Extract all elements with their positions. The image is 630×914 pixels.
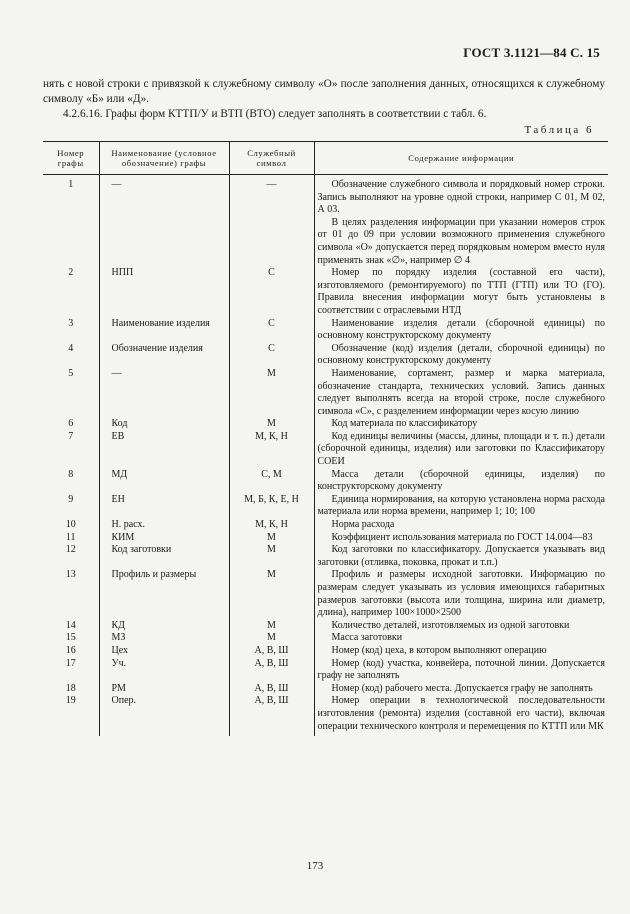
row-name: Цех (99, 645, 229, 658)
row-info (314, 645, 608, 658)
row-info (314, 418, 608, 431)
row-name: РМ (99, 683, 229, 696)
row-info-paragraph: Наименование, сортамент, размер и марка материала, обозначение стандарта, технических условий. Запись данных следует выполнять всегда на второй строке, после служебного символа «С», с разделением информации через косую линию (317, 367, 605, 417)
row-number: 19 (65, 695, 76, 707)
row-info (314, 620, 608, 633)
row-symbol: М (229, 632, 314, 645)
row-name: Код (99, 418, 229, 431)
row-number: 12 (65, 544, 76, 556)
row-info-paragraph: Наименование изделия детали (сборочной единицы) по основному конструкторскому документу (317, 317, 605, 342)
row-info-paragraph: Номер (код) цеха, в котором выполняют операцию (331, 644, 547, 656)
row-info (314, 267, 608, 317)
row-info-paragraph: Обозначение (код) изделия (детали, сборочной единицы) по основному конструкторскому документу (317, 342, 605, 367)
row-name: Уч. (99, 658, 229, 683)
row-symbol: С (229, 343, 314, 368)
row-symbol: С, М (229, 469, 314, 494)
row-info (314, 632, 608, 645)
table-row (43, 318, 608, 343)
column-header-symbol: Служебный символ (229, 142, 314, 175)
table-row (43, 658, 608, 683)
row-info (314, 544, 608, 569)
table-row (43, 620, 608, 633)
row-info (314, 683, 608, 696)
row-number: 9 (68, 493, 74, 505)
row-number: 18 (65, 682, 76, 694)
row-info-paragraph: Номер (код) рабочего места. Допускается графу не заполнять (331, 682, 593, 694)
table-row (43, 469, 608, 494)
column-header-name: Наименование (условное обозначение) графы (99, 142, 229, 175)
row-name: КД (99, 620, 229, 633)
row-symbol: А, В, Ш (229, 645, 314, 658)
row-symbol: М (229, 368, 314, 418)
table-row (43, 645, 608, 658)
row-number: 15 (65, 632, 76, 644)
row-info-paragraph: Норма расхода (331, 519, 395, 531)
table-row (43, 368, 608, 418)
info-table (43, 141, 608, 736)
row-info-paragraph: Код единицы величины (массы, длины, площади и т. п.) детали (сборочной единицы, изделия) или заготовки по Классификатору СОЕИ (317, 430, 605, 468)
row-number: 6 (68, 418, 74, 430)
intro-text (43, 77, 605, 122)
row-name: НПП (99, 267, 229, 317)
row-name: — (99, 175, 229, 268)
table-header-row (43, 142, 608, 175)
table-row (43, 519, 608, 532)
table-row (43, 544, 608, 569)
row-info-paragraph: Код заготовки по классификатору. Допускается указывать вид заготовки (отливка, поковка, прокат и т.п.) (317, 544, 605, 568)
row-info (314, 569, 608, 619)
row-symbol: М (229, 620, 314, 633)
table-caption: Таблица 6 (524, 124, 594, 136)
row-number: 5 (68, 367, 74, 379)
row-name: МД (99, 469, 229, 494)
row-info (314, 175, 608, 268)
row-symbol: М (229, 544, 314, 569)
intro-paragraph-1: нять с новой строки с привязкой к служебному символу «О» после заполнения данных, относящихся к служебному символу «Б» или «Д». (43, 78, 605, 105)
table-row (43, 431, 608, 469)
row-symbol: М (229, 532, 314, 545)
row-name: — (99, 368, 229, 418)
row-info (314, 318, 608, 343)
row-info-paragraph: Обозначение служебного символа и порядковый номер строки. Запись выполняют на уровне одной строки, например С 01, М 02, А 03. (317, 179, 605, 216)
row-number: 17 (65, 657, 76, 669)
row-symbol: А, В, Ш (229, 695, 314, 736)
table-row (43, 532, 608, 545)
table-row (43, 494, 608, 519)
intro-paragraph-2: 4.2.6.16. Графы форм КТТП/У и ВТП (ВТО) следует заполнять в соответствии с табл. 6. (63, 108, 487, 120)
page-number: 173 (306, 860, 324, 872)
row-name: Обозначение изделия (99, 343, 229, 368)
row-info-paragraph: Единица нормирования, на которую установлена норма расхода материала или норма времени, например 1; 10; 100 (317, 493, 605, 518)
row-info (314, 431, 608, 469)
row-symbol: А, В, Ш (229, 658, 314, 683)
row-symbol: С (229, 267, 314, 317)
row-info-paragraph: Номер операции в технологической последовательности изготовления (ремонта) изделия (составной его части), включая операции технического контроля и перемещения по КТТП или МК (317, 695, 605, 732)
row-info-paragraph: Коэффициент использования материала по ГОСТ 14.004—83 (331, 531, 593, 543)
row-info (314, 532, 608, 545)
row-info (314, 343, 608, 368)
table-row (43, 418, 608, 431)
row-info-paragraph: В целях разделения информации при указании номеров строк от 01 до 09 при условии возможного применения служебного символа «О» допускается перед порядковым номером вместо нуля применять знак «∅», например ∅ 4 (317, 216, 605, 266)
row-info (314, 469, 608, 494)
column-header-info: Содержание информации (314, 142, 608, 175)
row-symbol: М, Б, К, Е, Н (229, 494, 314, 519)
row-symbol: А, В, Ш (229, 683, 314, 696)
table-row (43, 343, 608, 368)
row-info-paragraph: Масса детали (сборочной единицы, изделия) по конструкторскому документу (317, 468, 605, 493)
row-number: 8 (68, 468, 74, 480)
table-body (43, 175, 608, 737)
row-number: 4 (68, 342, 74, 354)
row-info-paragraph: Профиль и размеры исходной заготовки. Информацию по размерам следует указывать из условия имеющихся габаритных размеров заготовки (высота или толщина, ширина или диаметр, длина), например 100×1000×2500 (317, 569, 605, 619)
row-name: КИМ (99, 532, 229, 545)
row-symbol: — (229, 175, 314, 268)
row-name: МЗ (99, 632, 229, 645)
column-header-number: Номер графы (43, 142, 99, 175)
row-name: Наименование изделия (99, 318, 229, 343)
row-info (314, 368, 608, 418)
row-info (314, 494, 608, 519)
row-number: 7 (68, 430, 74, 442)
table-row (43, 267, 608, 317)
row-info (314, 695, 608, 736)
row-number: 10 (65, 519, 76, 531)
row-name: Опер. (99, 695, 229, 736)
row-number: 3 (68, 317, 74, 329)
row-info-paragraph: Количество деталей, изготовляемых из одной заготовки (331, 619, 570, 631)
table-row (43, 175, 608, 268)
row-symbol: М, К, Н (229, 519, 314, 532)
table-row (43, 632, 608, 645)
row-number: 13 (65, 569, 76, 581)
row-name: Профиль и размеры (99, 569, 229, 619)
row-number: 11 (65, 531, 76, 543)
row-name: ЕВ (99, 431, 229, 469)
row-info (314, 658, 608, 683)
row-number: 2 (68, 267, 74, 279)
row-number: 14 (65, 619, 76, 631)
row-info-paragraph: Код материала по классификатору (331, 418, 478, 430)
table-row (43, 695, 608, 736)
row-name: ЕН (99, 494, 229, 519)
row-number: 16 (65, 644, 76, 656)
row-number: 1 (68, 179, 74, 190)
table-row (43, 683, 608, 696)
row-symbol: М (229, 569, 314, 619)
row-info-paragraph: Номер (код) участка, конвейера, поточной линии. Допускается графу не заполнять (317, 657, 605, 682)
row-info-paragraph: Номер по порядку изделия (составной его части), изготовляемого (ремонтируемого) по ТТП (ГТП) или ТО (ГО). Правила внесения информации могут быть установлены в соответствии с отраслевыми НТД (317, 267, 605, 316)
table-row (43, 569, 608, 619)
row-info (314, 519, 608, 532)
row-name: Н. расх. (99, 519, 229, 532)
row-symbol: М (229, 418, 314, 431)
row-symbol: М, К, Н (229, 431, 314, 469)
row-symbol: С (229, 318, 314, 343)
row-name: Код заготовки (99, 544, 229, 569)
page-header: ГОСТ 3.1121—84 С. 15 (463, 45, 600, 60)
row-info-paragraph: Масса заготовки (331, 632, 403, 644)
